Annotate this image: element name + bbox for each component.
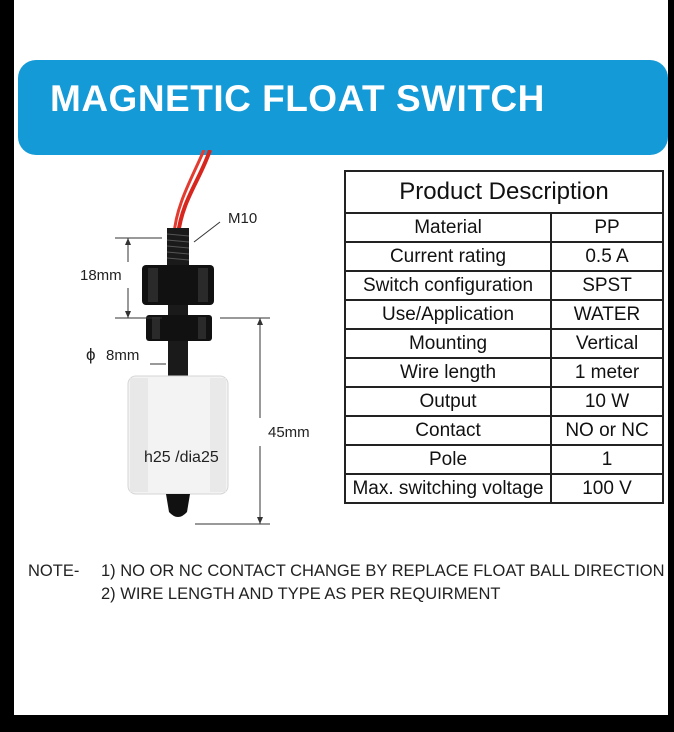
total-height-label: 45mm	[268, 424, 310, 441]
table-row	[345, 387, 663, 416]
float-size-label: h25 /dia25	[144, 449, 219, 466]
nut-height-label: 18mm	[80, 267, 122, 284]
table-row	[345, 213, 663, 242]
title-banner	[18, 60, 668, 155]
table-row	[345, 329, 663, 358]
table-row	[345, 416, 663, 445]
table-header: Product Description	[345, 171, 663, 213]
float-switch-drawing	[70, 150, 340, 530]
spec-value: 1	[551, 445, 663, 474]
banner-title: MAGNETIC FLOAT SWITCH	[50, 78, 545, 119]
red-wire	[178, 150, 210, 235]
thread-label: M10	[228, 210, 258, 227]
spec-value: 100 V	[551, 474, 663, 503]
right-border	[668, 0, 674, 715]
diameter-symbol: ϕ	[86, 345, 96, 364]
spec-value: SPST	[551, 271, 663, 300]
note-label: NOTE-	[28, 562, 80, 580]
spec-name: Material	[345, 213, 551, 242]
note-line-2: 2) WIRE LENGTH AND TYPE AS PER REQUIRMENT	[101, 585, 501, 603]
spec-name: Mounting	[345, 329, 551, 358]
spec-value: Vertical	[551, 329, 663, 358]
spec-value: WATER	[551, 300, 663, 329]
spec-value: 10 W	[551, 387, 663, 416]
product-description-table	[344, 170, 664, 504]
spec-name: Contact	[345, 416, 551, 445]
spec-value: PP	[551, 213, 663, 242]
left-border	[0, 0, 14, 715]
bottom-tip	[166, 494, 190, 517]
spec-name: Max. switching voltage	[345, 474, 551, 503]
table-row	[345, 474, 663, 503]
spec-value: 1 meter	[551, 358, 663, 387]
spec-name: Switch configuration	[345, 271, 551, 300]
table-row	[345, 300, 663, 329]
table-row	[345, 271, 663, 300]
table-row	[345, 445, 663, 474]
spec-value: 0.5 A	[551, 242, 663, 271]
table-row	[345, 358, 663, 387]
spec-name: Pole	[345, 445, 551, 474]
table-row	[345, 242, 663, 271]
spec-name: Use/Application	[345, 300, 551, 329]
spec-name: Output	[345, 387, 551, 416]
spec-name: Wire length	[345, 358, 551, 387]
note-line-1: 1) NO OR NC CONTACT CHANGE BY REPLACE FLOAT BALL DIRECTION	[101, 562, 665, 580]
spec-name: Current rating	[345, 242, 551, 271]
stem	[168, 341, 188, 381]
stem-diameter-label: 8mm	[106, 347, 140, 364]
spec-value: NO or NC	[551, 416, 663, 445]
